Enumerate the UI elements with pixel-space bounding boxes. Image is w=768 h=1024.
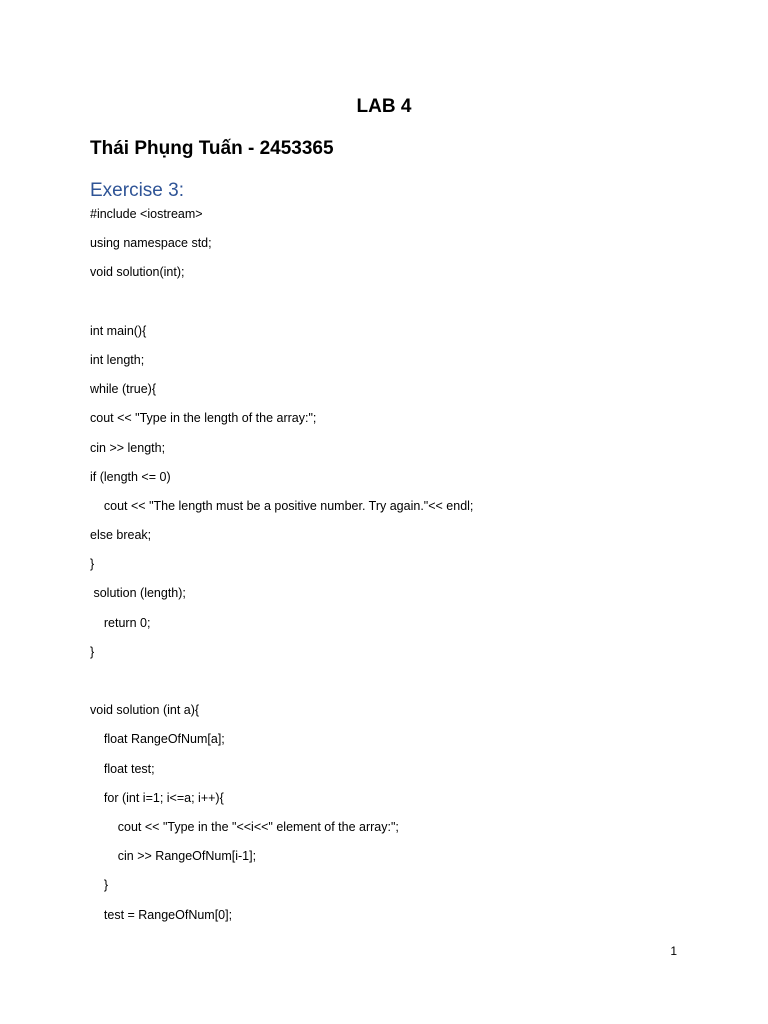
code-line: float RangeOfNum[a]; [90, 732, 225, 747]
code-line: while (true){ [90, 382, 156, 397]
code-line: return 0; [90, 615, 151, 630]
code-line: cin >> RangeOfNum[i-1]; [90, 849, 257, 864]
code-line: int main(){ [90, 323, 147, 338]
code-line: cout << "Type in the length of the array:"; [90, 411, 317, 426]
code-line: using namespace std; [90, 236, 212, 251]
code-line: } [90, 557, 95, 572]
code-line: cout << "Type in the "<<i<<" element of the array:"; [90, 819, 399, 834]
section-heading: Exercise 3: [90, 180, 184, 201]
code-line: void solution(int); [90, 265, 185, 280]
page-number: 1 [670, 944, 677, 958]
code-line: } [90, 644, 95, 659]
document-title: LAB 4 [356, 96, 412, 117]
code-line: #include <iostream> [90, 207, 203, 221]
code-line: test = RangeOfNum[0]; [90, 907, 233, 922]
code-line: float test; [90, 761, 155, 776]
code-block [90, 200, 730, 930]
code-line: for (int i=1; i<=a; i++){ [90, 790, 224, 805]
code-line: cin >> length; [90, 440, 166, 455]
code-line: else break; [90, 528, 152, 543]
code-line: void solution (int a){ [90, 703, 200, 718]
code-line [90, 667, 730, 696]
code-line: int length; [90, 352, 145, 367]
code-line [90, 288, 730, 317]
code-line: if (length <= 0) [90, 469, 171, 484]
author-line: Thái Phụng Tuấn - 2453365 [90, 138, 334, 159]
code-line: cout << "The length must be a positive number. Try again."<< endl; [90, 498, 474, 513]
code-line: } [90, 878, 109, 893]
code-line: solution (length); [90, 586, 186, 601]
